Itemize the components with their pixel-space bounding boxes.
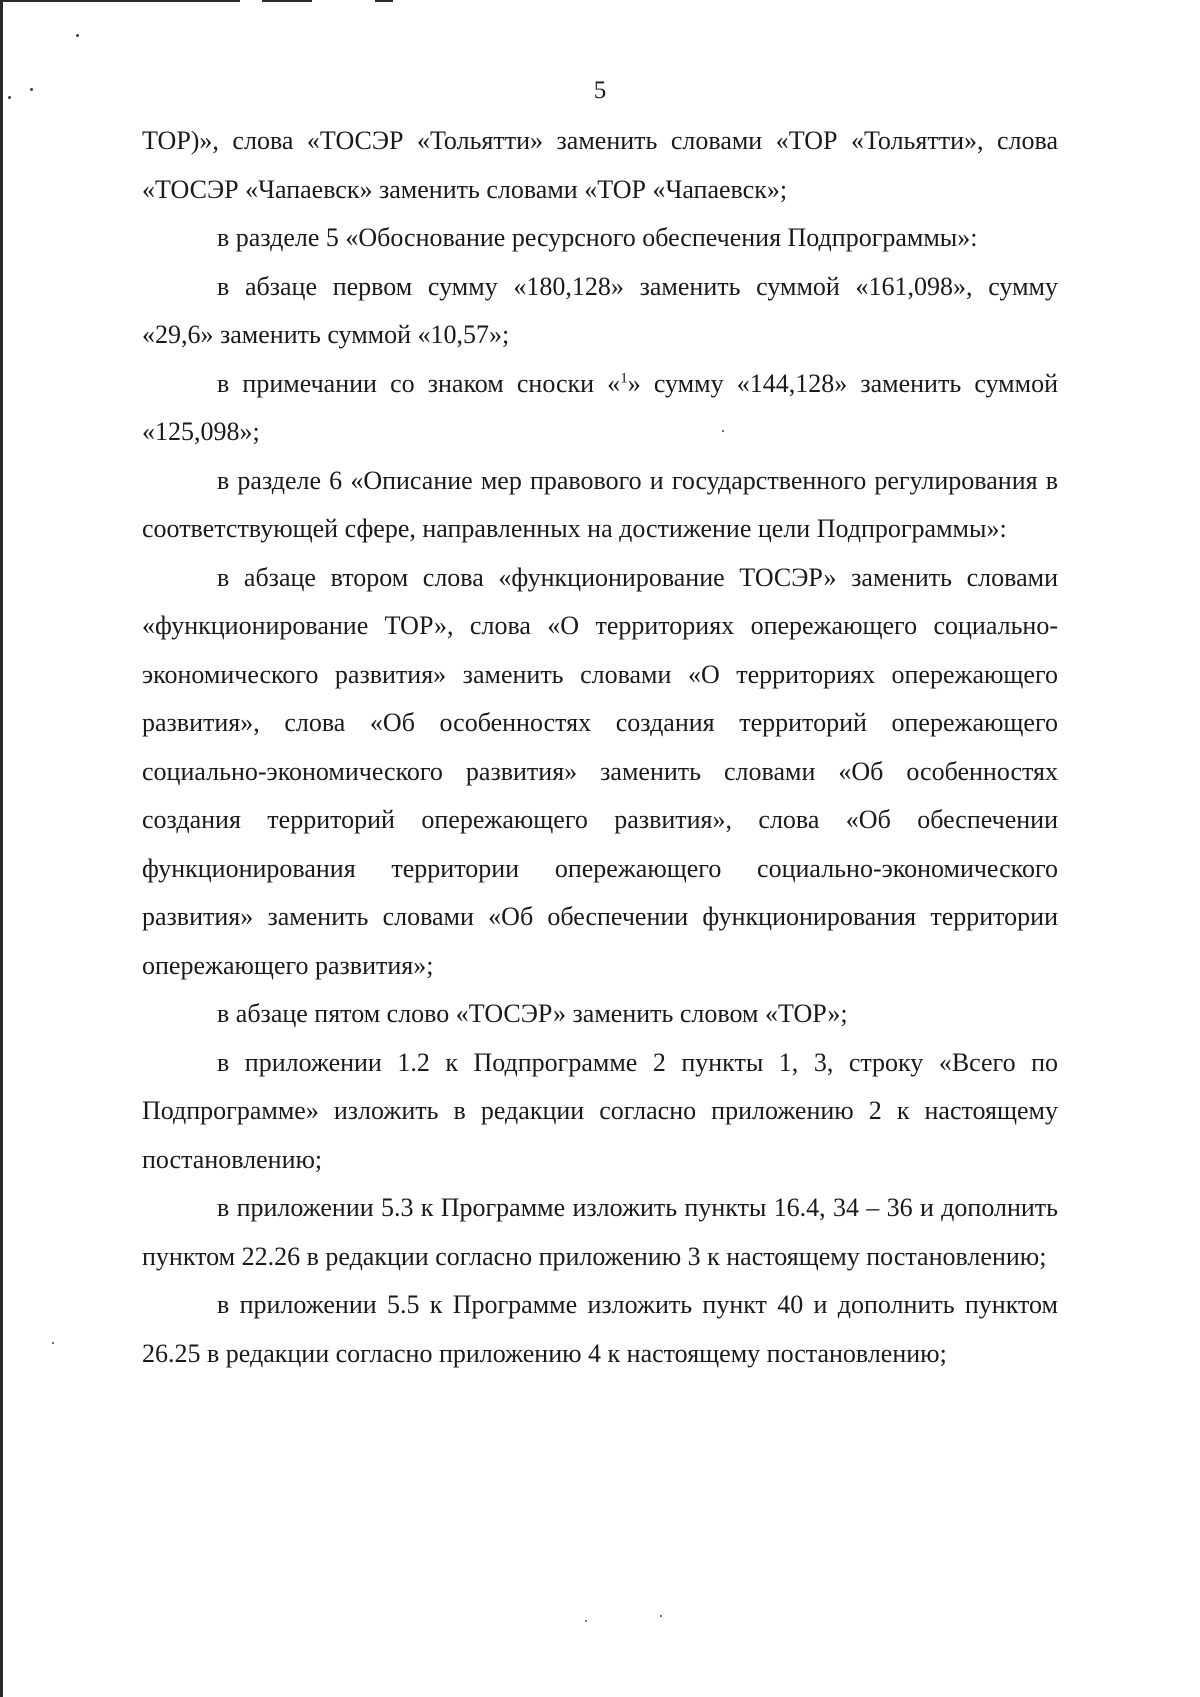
scan-speck [660, 1615, 662, 1617]
scan-border-left [0, 0, 3, 1697]
paragraph-text: » сумму «144,128» заменить суммой «125,098»; [142, 368, 1058, 446]
scan-speck [52, 1342, 54, 1344]
paragraph: в абзаце первом сумму «180,128» заменить суммой «161,098», сумму «29,6» заменить суммой «10,57»; [142, 271, 1058, 349]
paragraph: в разделе 6 «Описание мер правового и государственного регулирования в соответствующей сфере, направленных на достижение цели Подпрограммы»: [142, 465, 1058, 543]
scan-border-top-1 [0, 0, 240, 2]
document-body [142, 117, 1058, 1378]
footnote-mark: 1 [620, 369, 628, 386]
paragraph: в приложении 5.3 к Программе изложить пункты 16.4, 34 – 36 и дополнить пунктом 22.26 в редакции согласно приложению 3 к настоящему постановлению; [142, 1193, 1058, 1271]
paragraph: в абзаце втором слова «функционирование ТОСЭР» заменить словами «функционирование ТОР», слова «О территориях опережающего социально-экономического развития» заменить словами «О территориях опережающего развития», слова «Об особенностях создания территорий опережающего социально-экономического развития» заменить словами «Об особенностях создания территорий опережающего развития», слова «Об обеспечении функционирования территории опережающего социально-экономического развития» заменить словами «Об обеспечении функционирования территории опережающего развития»; [142, 562, 1058, 980]
paragraph: ТОР)», слова «ТОСЭР «Тольятти» заменить словами «ТОР «Тольятти», слова «ТОСЭР «Чапаевск» заменить словами «ТОР «Чапаевск»; [142, 126, 1058, 204]
scan-border-top-3 [375, 0, 393, 2]
paragraph: в приложении 5.5 к Программе изложить пункт 40 и дополнить пунктом 26.25 в редакции согласно приложению 4 к настоящему постановлению; [142, 1290, 1058, 1368]
paragraph: в разделе 5 «Обоснование ресурсного обеспечения Подпрограммы»: [217, 223, 978, 252]
scan-border-top-2 [262, 0, 312, 2]
scan-speck [585, 1620, 587, 1622]
paragraph-footnote-note [142, 360, 1058, 457]
page-number: 5 [593, 77, 607, 104]
paragraph-text: в примечании со знаком сноски « [217, 368, 621, 398]
paragraph: в абзаце пятом слово «ТОСЭР» заменить словом «ТОР»; [217, 999, 848, 1028]
paragraph: в приложении 1.2 к Подпрограмме 2 пункты 1, 3, строку «Всего по Подпрограмме» изложить в редакции согласно приложению 2 к настоящему постановлению; [142, 1047, 1058, 1174]
scan-speck [76, 34, 79, 37]
